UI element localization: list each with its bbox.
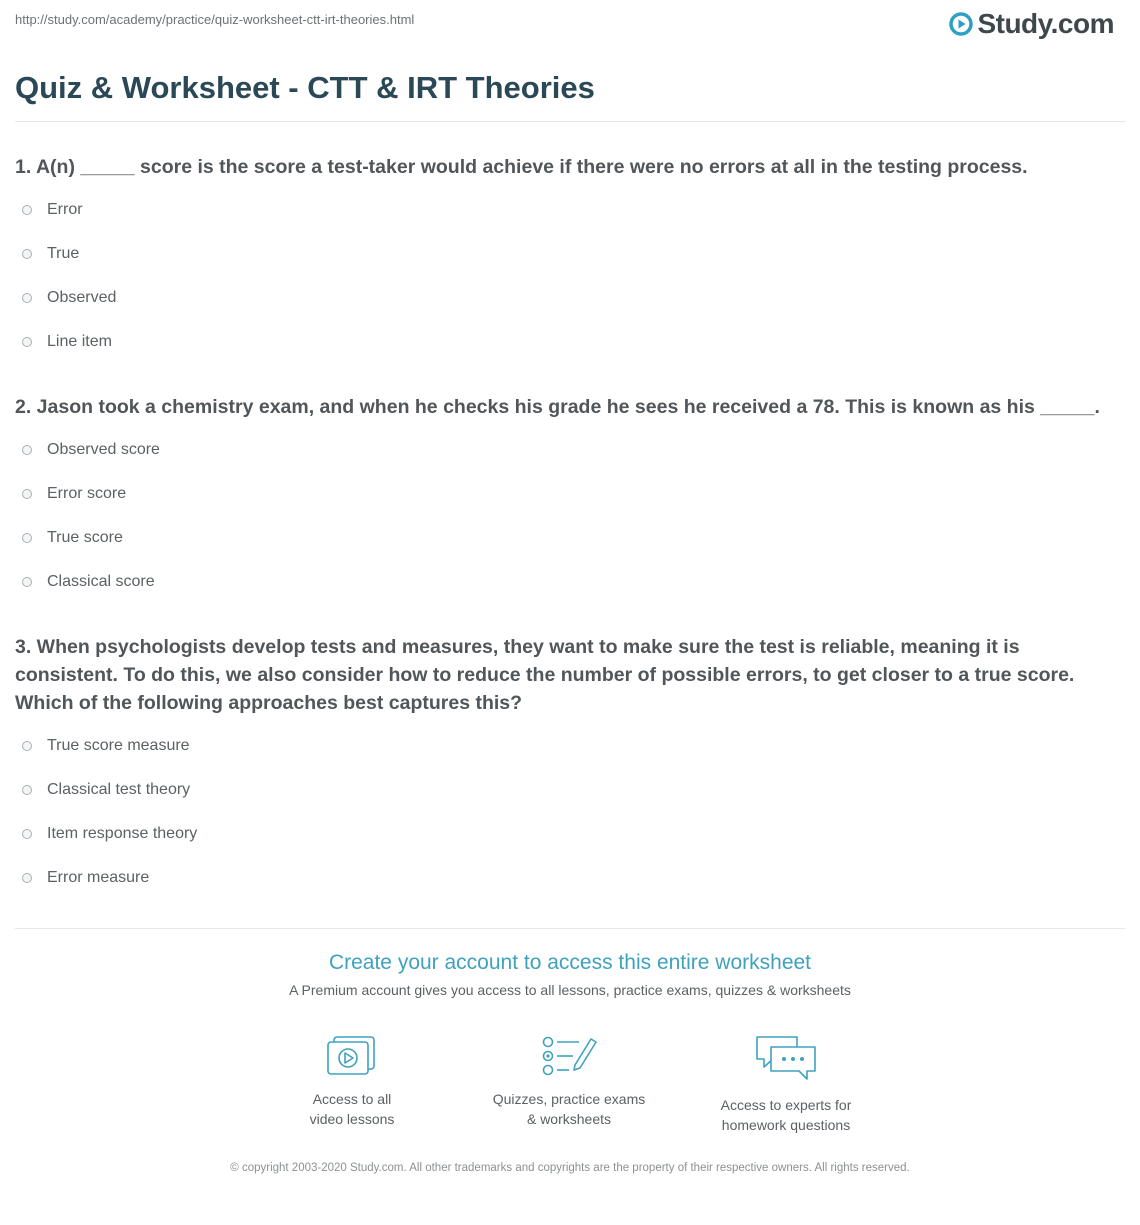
radio-icon[interactable] xyxy=(22,445,32,455)
q1-option-1[interactable] xyxy=(22,199,83,221)
option-label: Observed xyxy=(47,289,117,306)
q2-option-4[interactable] xyxy=(22,571,155,593)
q2-option-1[interactable] xyxy=(22,439,160,461)
option-label: Classical score xyxy=(47,573,155,590)
radio-icon[interactable] xyxy=(22,577,32,587)
radio-icon[interactable] xyxy=(22,533,32,543)
page-url: http://study.com/academy/practice/quiz-worksheet-ctt-irt-theories.html xyxy=(15,12,415,27)
play-logo-icon xyxy=(949,12,973,36)
option-label: Observed score xyxy=(47,441,160,458)
feature-quizzes xyxy=(469,1033,669,1129)
radio-icon[interactable] xyxy=(22,337,32,347)
q2-option-3[interactable] xyxy=(22,527,123,549)
q1-option-3[interactable] xyxy=(22,287,116,309)
video-lessons-icon xyxy=(322,1033,382,1079)
option-label: True score xyxy=(47,529,123,546)
study-logo[interactable] xyxy=(949,8,1114,40)
q1-option-2[interactable] xyxy=(22,243,79,265)
feature-label: Access to all video lessons xyxy=(309,1091,395,1127)
option-label: Line item xyxy=(47,333,112,350)
copyright-notice: © copyright 2003-2020 Study.com. All other trademarks and copyrights are the property of their respective owners. All rights reserved. xyxy=(230,1162,910,1174)
radio-icon[interactable] xyxy=(22,829,32,839)
feature-experts xyxy=(686,1033,886,1135)
cta-subtitle: A Premium account gives you access to all lessons, practice exams, quizzes & worksheets xyxy=(289,982,851,998)
radio-icon[interactable] xyxy=(22,785,32,795)
create-account-link[interactable]: Create your account to access this entire worksheet xyxy=(328,951,812,974)
question-3: 3. When psychologists develop tests and measures, they want to make sure the test is reliable, meaning it is consistent. To do this, we also consider how to reduce the number of possible errors, to get closer to a true score. Which of the following approaches best captures this? xyxy=(15,636,1075,714)
radio-icon[interactable] xyxy=(22,205,32,215)
chat-bubbles-icon xyxy=(753,1033,819,1085)
option-label: True xyxy=(47,245,80,262)
question-2: 2. Jason took a chemistry exam, and when he checks his grade he sees he received a 78. This is known as his _____. xyxy=(15,396,1100,418)
q3-option-4[interactable] xyxy=(22,867,149,889)
title-divider xyxy=(15,121,1125,122)
q3-option-2[interactable] xyxy=(22,779,190,801)
radio-icon[interactable] xyxy=(22,741,32,751)
feature-label: Quizzes, practice exams & worksheets xyxy=(492,1091,646,1127)
q2-option-2[interactable] xyxy=(22,483,126,505)
radio-icon[interactable] xyxy=(22,489,32,499)
page-title: Quiz & Worksheet - CTT & IRT Theories xyxy=(15,70,595,105)
option-label: Classical test theory xyxy=(47,781,191,798)
q3-option-3[interactable] xyxy=(22,823,197,845)
q3-option-1[interactable] xyxy=(22,735,190,757)
q1-option-4[interactable] xyxy=(22,331,112,353)
logo-text: Study.com xyxy=(977,8,1114,39)
option-label: True score measure xyxy=(47,737,190,754)
option-label: Error score xyxy=(47,485,127,502)
option-label: Item response theory xyxy=(47,825,198,842)
radio-icon[interactable] xyxy=(22,873,32,883)
radio-icon[interactable] xyxy=(22,293,32,303)
question-1: 1. A(n) _____ score is the score a test-taker would achieve if there were no errors at all in the testing process. xyxy=(15,156,1028,178)
feature-label: Access to experts for homework questions xyxy=(720,1097,852,1133)
feature-video-lessons xyxy=(252,1033,452,1129)
option-label: Error xyxy=(47,201,83,218)
cta-divider xyxy=(15,928,1125,929)
option-label: Error measure xyxy=(47,869,150,886)
radio-icon[interactable] xyxy=(22,249,32,259)
quiz-checklist-icon xyxy=(539,1033,599,1079)
